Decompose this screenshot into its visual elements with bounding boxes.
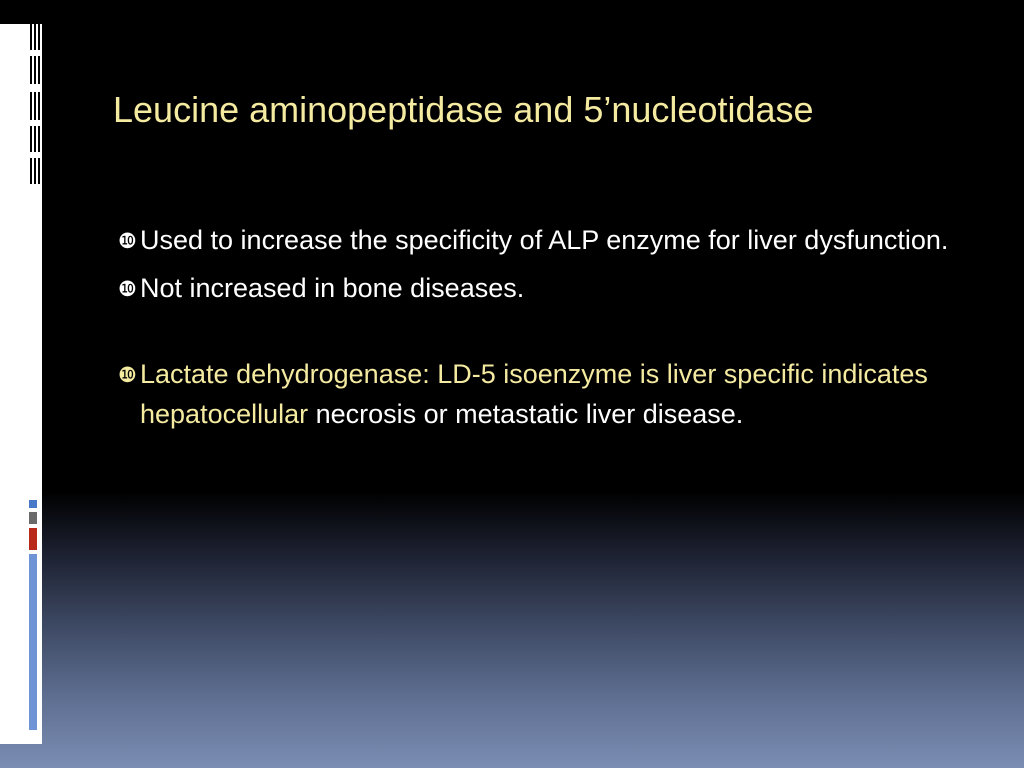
bullet-text: Used to increase the specificity of ALP enzyme for liver dysfunction. <box>140 225 949 255</box>
slide-title: Leucine aminopeptidase and 5’nucleotidase <box>113 89 814 130</box>
bullet-text: necrosis or metastatic liver disease. <box>308 399 744 429</box>
bullet-text: Not increased in bone diseases. <box>140 273 525 303</box>
bullet-highlight-text: Lactate dehydrogenase: LD-5 isoenzyme is liver specific indicates hepatocellular <box>140 359 928 429</box>
accent-bar-gray <box>29 512 37 524</box>
accent-bar-blue <box>29 554 37 730</box>
accent-bar-red <box>29 528 37 550</box>
bullet-item <box>118 220 958 260</box>
striped-decoration <box>30 24 42 184</box>
bullet-icon: ❿ <box>118 278 137 301</box>
bullet-icon: ❿ <box>118 230 137 253</box>
bullet-item <box>118 268 958 308</box>
bullet-list <box>118 220 958 442</box>
bullet-item <box>118 354 958 434</box>
bullet-icon: ❿ <box>118 364 137 387</box>
accent-bar-blue-top <box>29 500 37 508</box>
